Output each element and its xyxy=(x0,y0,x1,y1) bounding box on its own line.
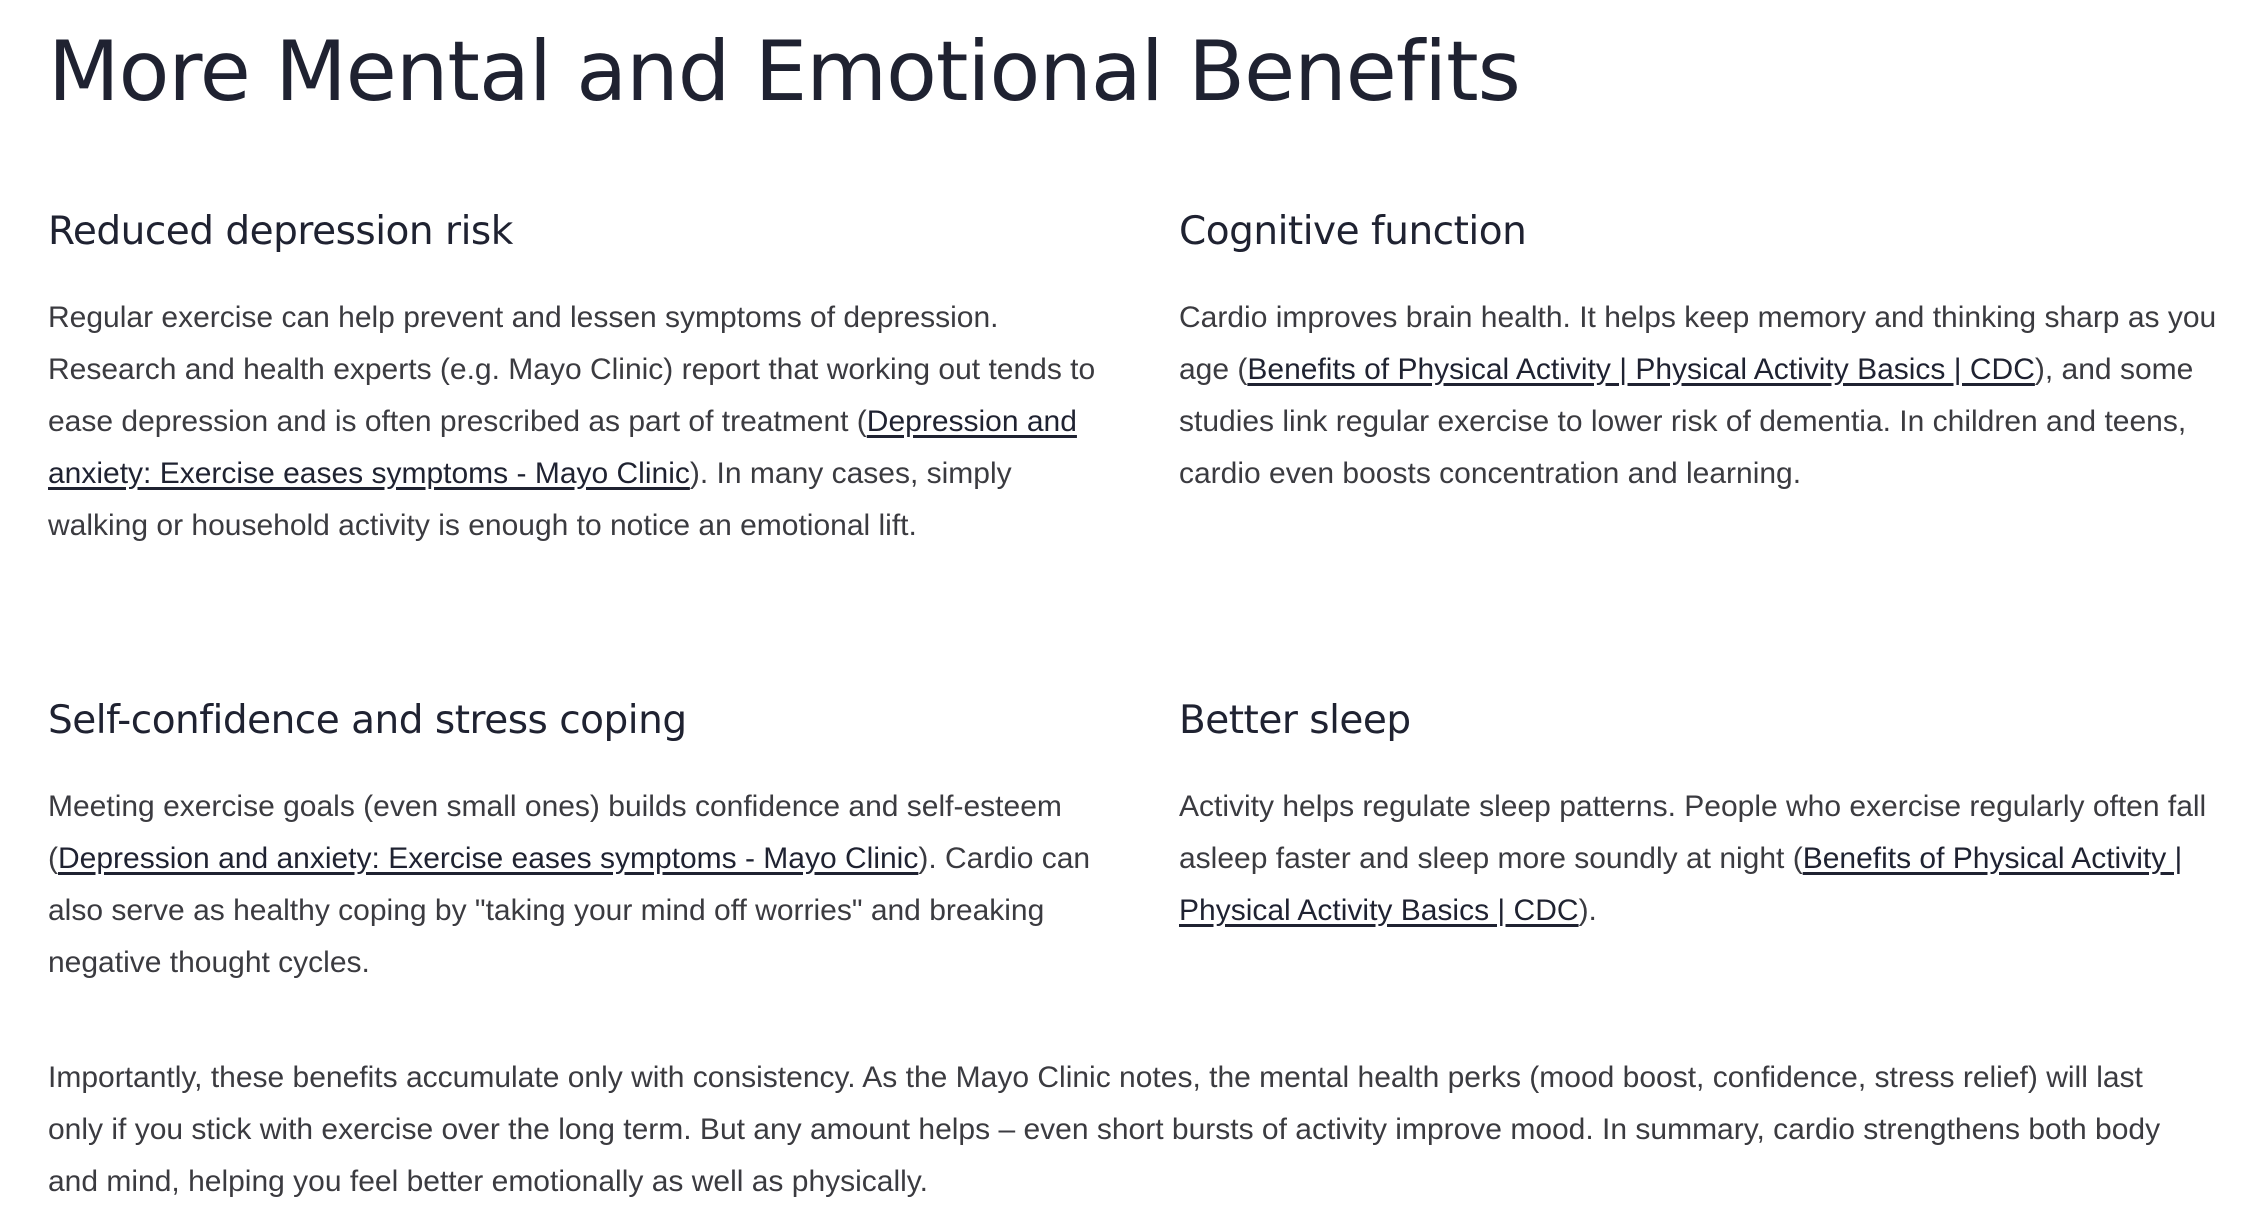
body-text: ). Cardio can also serve as healthy coping by "taking your mind off worries" and breaking negative thought cycles. xyxy=(48,842,1091,979)
section-body xyxy=(48,292,1098,552)
section-confidence xyxy=(48,695,1093,989)
cdc-link[interactable]: Benefits of Physical Activity | Physical Activity Basics | CDC xyxy=(1247,353,2035,386)
body-text: ). xyxy=(1578,894,1597,927)
cdc-link[interactable]: Benefits of Physical Activity | Physical Activity Basics | CDC xyxy=(1179,842,2183,927)
body-text: Meeting exercise goals (even small ones) builds confidence and self-esteem ( xyxy=(48,790,1062,875)
section-sleep xyxy=(1179,695,2229,937)
section-body xyxy=(1179,292,2247,500)
body-text: ). In many cases, simply walking or household activity is enough to notice an emotional lift. xyxy=(48,457,1012,542)
body-text: ), and some studies link regular exercise to lower risk of dementia. In children and teens, cardio even boosts concentration and learning. xyxy=(1179,353,2194,490)
mayo-clinic-link[interactable]: Depression and anxiety: Exercise eases symptoms - Mayo Clinic xyxy=(58,842,919,875)
section-heading: Reduced depression risk xyxy=(48,209,513,254)
body-text: Activity helps regulate sleep patterns. People who exercise regularly often fall asleep faster and sleep more soundly at night ( xyxy=(1179,790,2207,875)
section-body xyxy=(1179,781,2229,937)
summary-paragraph xyxy=(48,1052,2198,1208)
section-body xyxy=(48,781,1093,989)
section-heading: Better sleep xyxy=(1179,698,1411,743)
section-cognitive xyxy=(1179,206,2247,500)
body-text: Cardio improves brain health. It helps keep memory and thinking sharp as you age ( xyxy=(1179,301,2217,386)
page-title: More Mental and Emotional Benefits xyxy=(48,23,1520,120)
summary-text: Importantly, these benefits accumulate only with consistency. As the Mayo Clinic notes, the mental health perks (mood boost, confidence, stress relief) will last only if you stick with exercise over the long term. But any amount helps – even short bursts of activity improve mood. In summary, cardio strengthens both body and mind, helping you feel better emotionally as well as physically. xyxy=(48,1061,2161,1198)
section-depression xyxy=(48,206,1098,552)
body-text: Regular exercise can help prevent and lessen symptoms of depression. Research and health experts (e.g. Mayo Clinic) report that working out tends to ease depression and is often prescribed as part of treatment ( xyxy=(48,301,1096,438)
section-heading: Cognitive function xyxy=(1179,209,1527,254)
mayo-clinic-link[interactable]: Depression and anxiety: Exercise eases symptoms - Mayo Clinic xyxy=(48,405,1077,490)
section-heading: Self-confidence and stress coping xyxy=(48,698,687,743)
